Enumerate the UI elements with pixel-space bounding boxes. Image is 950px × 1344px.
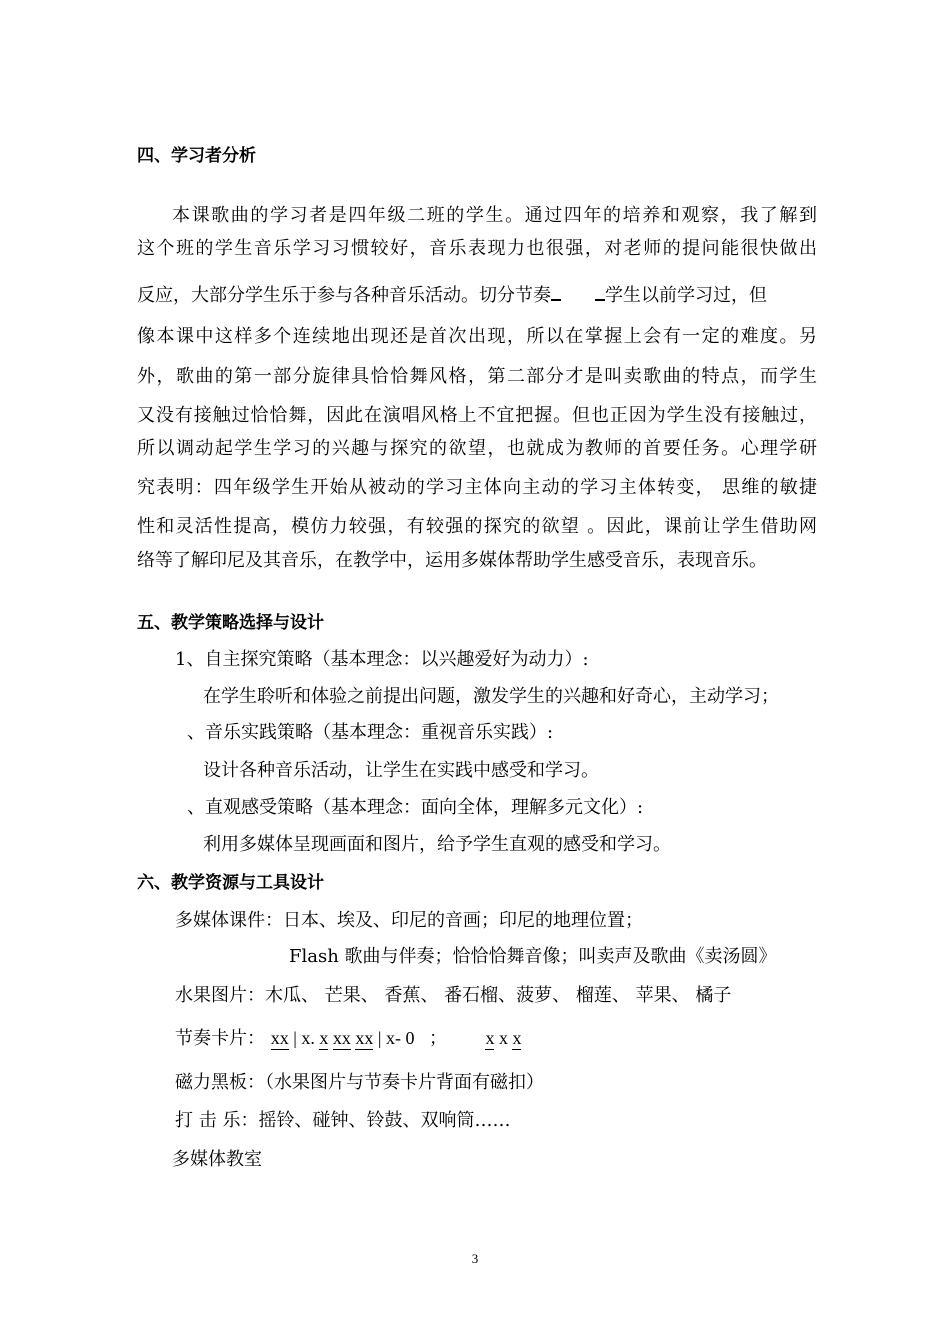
paragraph-line: 这个班的学生音乐学习习惯较好，音乐表现力也很强，对老师的提问能很快做出 — [137, 238, 817, 259]
paragraph-text: 学生以前学习过，但 — [605, 285, 767, 306]
paragraph-line: 像本课中这样多个连续地出现还是首次出现，所以在掌握上会有一定的难度。另 — [137, 326, 817, 347]
rhythm-label: 节奏卡片： — [175, 1028, 265, 1049]
rhythm-notation — [271, 1028, 522, 1048]
rhythm-separator: ； — [428, 1028, 447, 1048]
resource-rhythm-cards — [175, 1027, 521, 1050]
section-heading-strategy: 五、教学策略选择与设计 — [137, 613, 324, 633]
paragraph-line: 外，歌曲的第一部分旋律具恰恰舞风格，第二部分才是叫卖歌曲的特点，而学生 — [137, 366, 817, 387]
rhythm-note: x — [498, 1028, 508, 1048]
paragraph-line-rhythm — [137, 285, 767, 307]
rhythm-note: xx — [270, 1028, 289, 1048]
resource-multimedia: 多媒体课件：日本、埃及、印尼的音画；印尼的地理位置； — [175, 910, 643, 931]
strategy-item-title: 、直观感受策略（基本理念：面向全体，理解多元文化）: — [187, 797, 644, 818]
rhythm-barline: | — [377, 1028, 382, 1048]
rhythm-note: x — [319, 1028, 329, 1048]
page-number: 3 — [471, 1251, 479, 1266]
strategy-item-desc: 设计各种音乐活动，让学生在实践中感受和学习。 — [203, 760, 599, 781]
rhythm-barline: | — [293, 1028, 297, 1048]
rhythm-note: x — [485, 1028, 495, 1048]
rhythm-note: xx — [355, 1028, 374, 1048]
strategy-item-title: 、音乐实践策略（基本理念：重视音乐实践）: — [187, 722, 554, 743]
resource-percussion: 打 击 乐：摇铃、碰钟、铃鼓、双响筒…… — [175, 1110, 511, 1131]
rhythm-note: x — [512, 1028, 522, 1048]
paragraph-line: 所以调动起学生学习的兴趣与探究的欲望，也就成为教师的首要任务。心理学研 — [137, 438, 817, 459]
strategy-item-title: 1、自主探究策略（基本理念：以兴趣爱好为动力）: — [175, 649, 589, 670]
strategy-item-desc: 利用多媒体呈现画面和图片，给予学生直观的感受和学习。 — [203, 834, 671, 855]
section-heading-resources: 六、教学资源与工具设计 — [137, 873, 324, 893]
paragraph-line: 又没有接触过恰恰舞，因此在演唱风格上不宜把握。但也正因为学生没有接触过， — [137, 405, 817, 426]
rhythm-blank-start — [551, 287, 561, 301]
rhythm-note: xx — [332, 1028, 351, 1048]
strategy-item-desc: 在学生聆听和体验之前提出问题，激发学生的兴趣和好奇心，主动学习； — [203, 686, 779, 707]
rhythm-note: x- 0 — [385, 1028, 415, 1048]
rhythm-blank-end — [595, 287, 605, 301]
rhythm-note: x. — [301, 1028, 315, 1048]
paragraph-text: 反应，大部分学生乐于参与各种音乐活动。切分节奏 — [137, 285, 551, 306]
paragraph-line: 本课歌曲的学习者是四年级二班的学生。通过四年的培养和观察，我了解到 — [172, 205, 817, 226]
resource-multimedia-continued: Flash 歌曲与伴奏；恰恰恰舞音像；叫卖声及歌曲《卖汤圆》 — [289, 946, 777, 967]
resource-fruit-pictures: 水果图片：木瓜、 芒果、 香蕉、 番石榴、菠萝、 榴莲、 苹果、 橘子 — [175, 985, 732, 1006]
resource-magnet-board: 磁力黑板：（水果图片与节奏卡片背面有磁扣） — [175, 1072, 544, 1093]
paragraph-line: 究表明：四年级学生开始从被动的学习主体向主动的学习主体转变， 思维的敏捷 — [137, 477, 817, 498]
section-heading-learner-analysis: 四、学习者分析 — [137, 146, 256, 166]
paragraph-line: 性和灵活性提高，模仿力较强，有较强的探究的欲望 。因此，课前让学生借助网 — [137, 516, 817, 537]
paragraph-line: 络等了解印尼及其音乐，在教学中，运用多媒体帮助学生感受音乐，表现音乐。 — [137, 550, 767, 571]
resource-classroom: 多媒体教室 — [172, 1149, 262, 1170]
